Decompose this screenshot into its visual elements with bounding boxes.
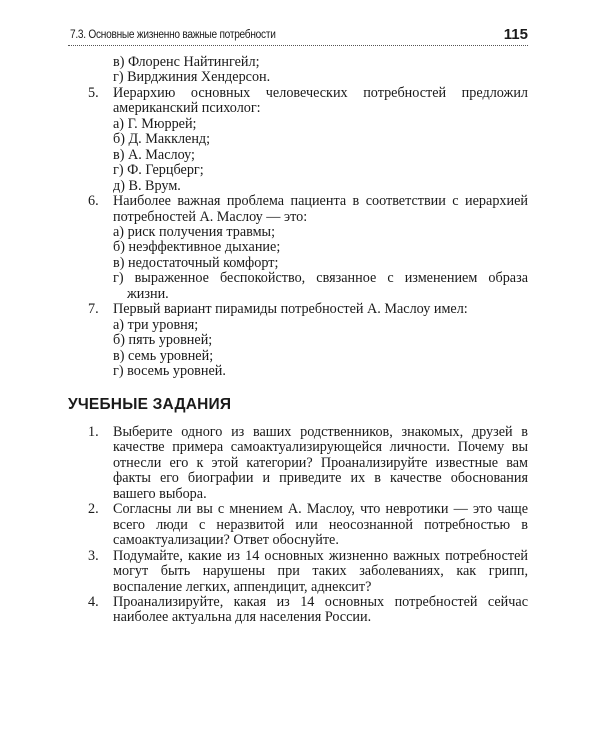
task: [88, 502, 528, 548]
option: б) Д. Маккленд;: [113, 131, 211, 148]
question-text: Иерархию основных человеческих потребностей предложил американский психолог:: [113, 84, 528, 117]
task: [88, 595, 528, 626]
running-header: [68, 27, 528, 46]
question-number: 6.: [88, 193, 99, 210]
question: [88, 194, 528, 225]
option: г) Ф. Герцберг;: [113, 162, 204, 179]
question-text: Первый вариант пирамиды потребностей А. Маслоу имел:: [113, 301, 468, 318]
option: б) пять уровней;: [113, 332, 213, 349]
tasks-heading: УЧЕБНЫЕ ЗАДАНИЯ: [68, 396, 232, 413]
question: [88, 302, 528, 317]
question: [88, 86, 528, 117]
page-number: 115: [503, 26, 528, 43]
option: а) Г. Мюррей;: [113, 115, 197, 132]
task-text: Согласны ли вы с мнением А. Маслоу, что невротики — это чаще всего люди с неразвитой или неосознанной потребностью в самоактуализации? Ответ обоснуйте.: [113, 501, 528, 549]
option: а) три уровня;: [113, 316, 199, 333]
section-title: 7.3. Основные жизненно важные потребности: [70, 29, 276, 41]
option: в) недостаточный комфорт;: [113, 254, 279, 271]
option: д) В. Врум.: [113, 177, 181, 194]
option: а) риск получения травмы;: [113, 223, 276, 240]
task-text: Проанализируйте, какая из 14 основных потребностей сейчас наиболее актуальна для населения России.: [113, 593, 528, 626]
options: [88, 117, 528, 194]
question-number: 7.: [88, 301, 99, 318]
task-number: 4.: [88, 593, 99, 610]
options: [88, 225, 528, 302]
task-text: Выберите одного из ваших родственников, знакомых, друзей в качестве примера самоактуализирующейся личности. Почему вы отнесли его к этой категории? Проанализируйте известные вам факты его биографии и приведите их в качестве обоснования вашего выбора.: [113, 424, 528, 502]
task-number: 1.: [88, 424, 99, 440]
task-number: 2.: [88, 501, 99, 518]
task-number: 3.: [88, 547, 99, 564]
task-text: Подумайте, какие из 14 основных жизненно важных потребностей могут быть нарушены при таких заболеваниях, как грипп, воспаление легких, аппендицит, аднексит?: [113, 547, 528, 595]
option: в) Флоренс Найтингейл;: [113, 54, 260, 70]
option: г) Вирджиния Хендерсон.: [113, 69, 271, 86]
tasks-list: [88, 425, 528, 626]
option: б) неэффективное дыхание;: [113, 239, 281, 256]
question-number: 5.: [88, 84, 99, 101]
task: [88, 425, 528, 502]
option: в) семь уровней;: [113, 347, 214, 364]
options: [88, 318, 528, 380]
prev-options: [88, 55, 528, 86]
option: в) А. Маслоу;: [113, 146, 196, 163]
test-questions: [88, 55, 528, 380]
task: [88, 549, 528, 595]
question-text: Наиболее важная проблема пациента в соответствии с иерархией потребностей А. Маслоу — это:: [113, 193, 528, 225]
option: г) восемь уровней.: [113, 363, 226, 380]
option: г) выраженное беспокойство, связанное с изменением образа жизни.: [113, 270, 528, 302]
